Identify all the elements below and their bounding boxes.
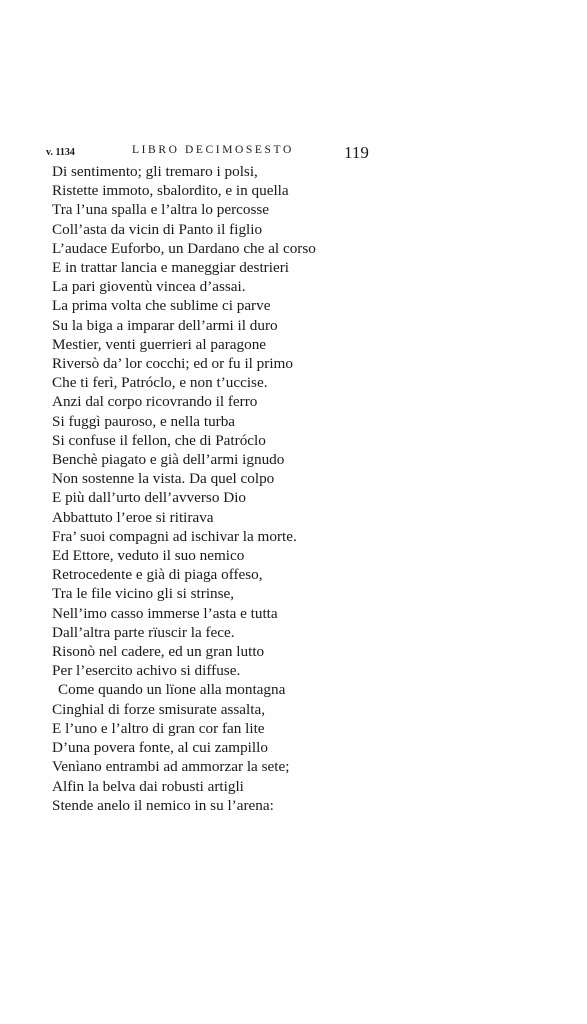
poem-line: Tra l’una spalla e l’altra lo percosse [52, 201, 270, 219]
verse-reference: v. 1134 [46, 147, 75, 158]
poem-line: Retrocedente e già di piaga offeso, [52, 566, 263, 584]
poem-line: Si confuse il fellon, che di Patróclo [52, 431, 266, 449]
poem-line: Coll’asta da vicin di Panto il figlio [52, 220, 263, 238]
poem-line: Tra le file vicino gli si strinse, [52, 585, 235, 603]
poem-line: Riversò da’ lor cocchi; ed or fu il primo [52, 355, 293, 373]
page-number: 119 [344, 143, 369, 162]
poem-line: Su la biga a imparar dell’armi il duro [52, 316, 278, 334]
poem-line: Fra’ suoi compagni ad ischivar la morte. [52, 527, 297, 545]
poem-line: Anzi dal corpo ricovrando il ferro [52, 393, 258, 411]
running-title: LIBRO DECIMOSESTO [132, 144, 294, 156]
poem-line: Venìano entrambi ad ammorzar la sete; [52, 758, 290, 776]
poem-line: La prima volta che sublime ci parve [52, 297, 271, 315]
running-header [46, 143, 372, 163]
poem-line: Si fuggì pauroso, e nella turba [52, 412, 236, 430]
poem-line: Abbattuto l’eroe si ritirava [52, 508, 214, 526]
poem-line: Di sentimento; gli tremaro i polsi, [52, 163, 258, 180]
poem-line: Benchè piagato e già dell’armi ignudo [52, 451, 285, 469]
poem-line: Nell’imo casso immerse l’asta e tutta [52, 604, 278, 622]
poem-text [52, 162, 392, 815]
poem-line: Cinghial di forze smisurate assalta, [52, 700, 265, 718]
poem-line: Stende anelo il nemico in su l’arena: [52, 796, 274, 814]
poem-line: Mestier, venti guerrieri al paragone [52, 335, 267, 353]
poem-line: D’una povera fonte, al cui zampillo [52, 739, 268, 757]
poem-line-stanza-start: Come quando un lïone alla montagna [58, 681, 286, 699]
poem-line: Per l’esercito achivo si diffuse. [52, 662, 241, 680]
poem-line: L’audace Euforbo, un Dardano che al corso [52, 239, 316, 257]
poem-line: Ed Ettore, veduto il suo nemico [52, 547, 245, 565]
poem-line: Che ti ferì, Patróclo, e non t’uccise. [52, 374, 268, 392]
poem-line: Non sostenne la vista. Da quel colpo [52, 470, 275, 488]
poem-line: E l’uno e l’altro di gran cor fan lite [52, 719, 265, 737]
poem-line: E più dall’urto dell’avverso Dio [52, 489, 247, 507]
poem-line: Ristette immoto, sbalordito, e in quella [52, 182, 289, 200]
poem-line: E in trattar lancia e maneggiar destrieri [52, 259, 289, 277]
poem-line: Alfin la belva dai robusti artigli [52, 777, 244, 795]
poem-line: Risonò nel cadere, ed un gran lutto [52, 643, 265, 661]
poem-line: Dall’altra parte rïuscir la fece. [52, 623, 235, 641]
poem-line: La pari gioventù vincea d’assai. [52, 278, 246, 296]
